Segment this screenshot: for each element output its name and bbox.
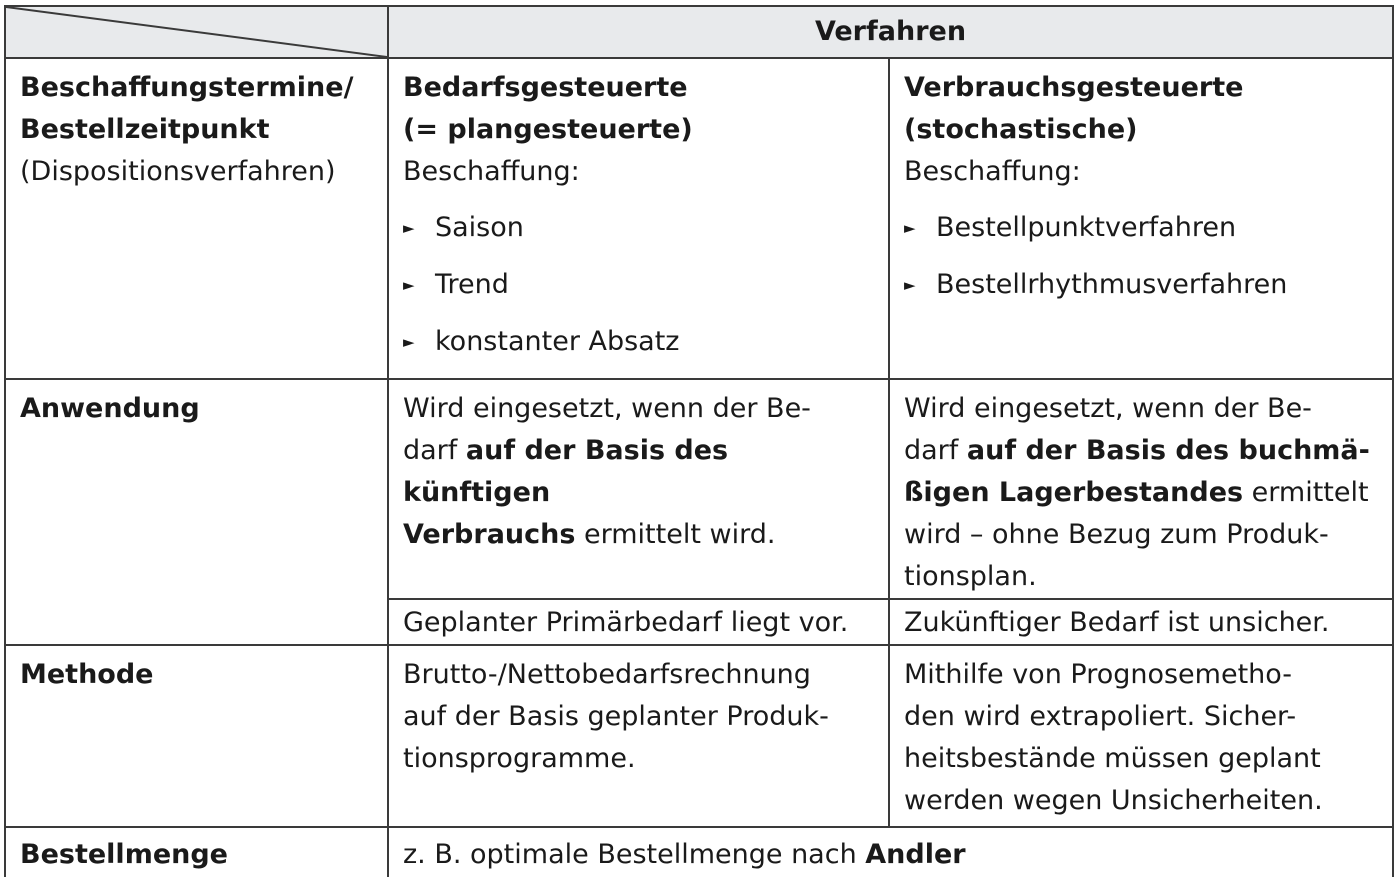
text-line: heitsbestände müssen geplant [904, 743, 1321, 774]
label-line: Bestellmenge [20, 839, 228, 870]
text-line: tionsplan. [904, 561, 1037, 592]
cell-verbrauch-methode [889, 645, 1393, 827]
bullet-list [403, 207, 874, 363]
list-item: ► Saison [403, 207, 874, 249]
text-line: (= plangesteuerte) [403, 114, 693, 145]
text-line: Brutto-/Nettobedarfsrechnung [403, 659, 811, 690]
comparison-table [4, 5, 1394, 877]
right-triangle-icon: ► [403, 276, 415, 294]
right-triangle-icon: ► [403, 219, 415, 237]
text-line: auf der Basis geplanter Produk- [403, 701, 829, 732]
text-line: Wird eingesetzt, wenn der Be- [904, 393, 1312, 424]
cell-verbrauch-beschaffung [889, 58, 1393, 379]
list-item: ► Trend [403, 264, 874, 306]
text-line: Wird eingesetzt, wenn der Be- [403, 393, 811, 424]
row-label-anwendung [5, 379, 388, 645]
text-line: wird – ohne Bezug zum Produk- [904, 519, 1329, 550]
row-label-bestellmenge [5, 827, 388, 877]
bullet-list [904, 207, 1378, 306]
label-sub: (Dispositionsverfahren) [20, 156, 336, 187]
text-line: z. B. optimale Bestellmenge nach Andler [403, 839, 966, 870]
text-line: Zukünftiger Bedarf ist unsicher. [904, 607, 1330, 638]
cell-verbrauch-anwendung-sub [889, 599, 1393, 645]
table-row-bestellmenge [5, 827, 1393, 877]
list-item: ► Bestellrhythmusverfahren [904, 264, 1378, 306]
text-line: Bedarfsgesteuerte [403, 72, 688, 103]
table-row-methode [5, 645, 1393, 827]
text-line: darf auf der Basis des buchmä- [904, 435, 1370, 466]
cell-verbrauch-anwendung [889, 379, 1393, 599]
text-line: Verbrauchsgesteuerte [904, 72, 1244, 103]
list-item: ► konstanter Absatz [403, 321, 874, 363]
text-line: Beschaffung: [904, 156, 1081, 187]
table-row-anwendung [5, 379, 1393, 599]
text-line: (stochastische) [904, 114, 1138, 145]
right-triangle-icon: ► [904, 276, 916, 294]
cell-bedarf-anwendung [388, 379, 889, 599]
text-line: den wird extrapoliert. Sicher- [904, 701, 1297, 732]
text-line: darf auf der Basis des künftigen [403, 435, 729, 508]
header-corner-cell [5, 6, 388, 58]
text-line: Geplanter Primärbedarf liegt vor. [403, 607, 849, 638]
list-item: ► Bestellpunktverfahren [904, 207, 1378, 249]
cell-bedarf-methode [388, 645, 889, 827]
cell-bedarf-beschaffung [388, 58, 889, 379]
text-line: werden wegen Unsicherheiten. [904, 785, 1323, 816]
label-line: Anwendung [20, 393, 200, 424]
cell-bestellmenge [388, 827, 1393, 877]
diagonal-divider [6, 7, 387, 57]
label-line: Beschaffungstermine/ [20, 72, 354, 103]
header-row [5, 6, 1393, 58]
text-line: Beschaffung: [403, 156, 580, 187]
header-title: Verfahren [388, 6, 1393, 58]
row-label-beschaffung [5, 58, 388, 379]
text-line: tionsprogramme. [403, 743, 636, 774]
right-triangle-icon: ► [403, 333, 415, 351]
text-line: Mithilfe von Prognosemetho- [904, 659, 1293, 690]
row-label-methode [5, 645, 388, 827]
label-line: Methode [20, 659, 154, 690]
cell-bedarf-anwendung-sub [388, 599, 889, 645]
label-line: Bestellzeitpunkt [20, 114, 270, 145]
table-row-beschaffung [5, 58, 1393, 379]
text-line: ßigen Lagerbestandes ermittelt [904, 477, 1369, 508]
right-triangle-icon: ► [904, 219, 916, 237]
text-line: Verbrauchs ermittelt wird. [403, 519, 776, 550]
